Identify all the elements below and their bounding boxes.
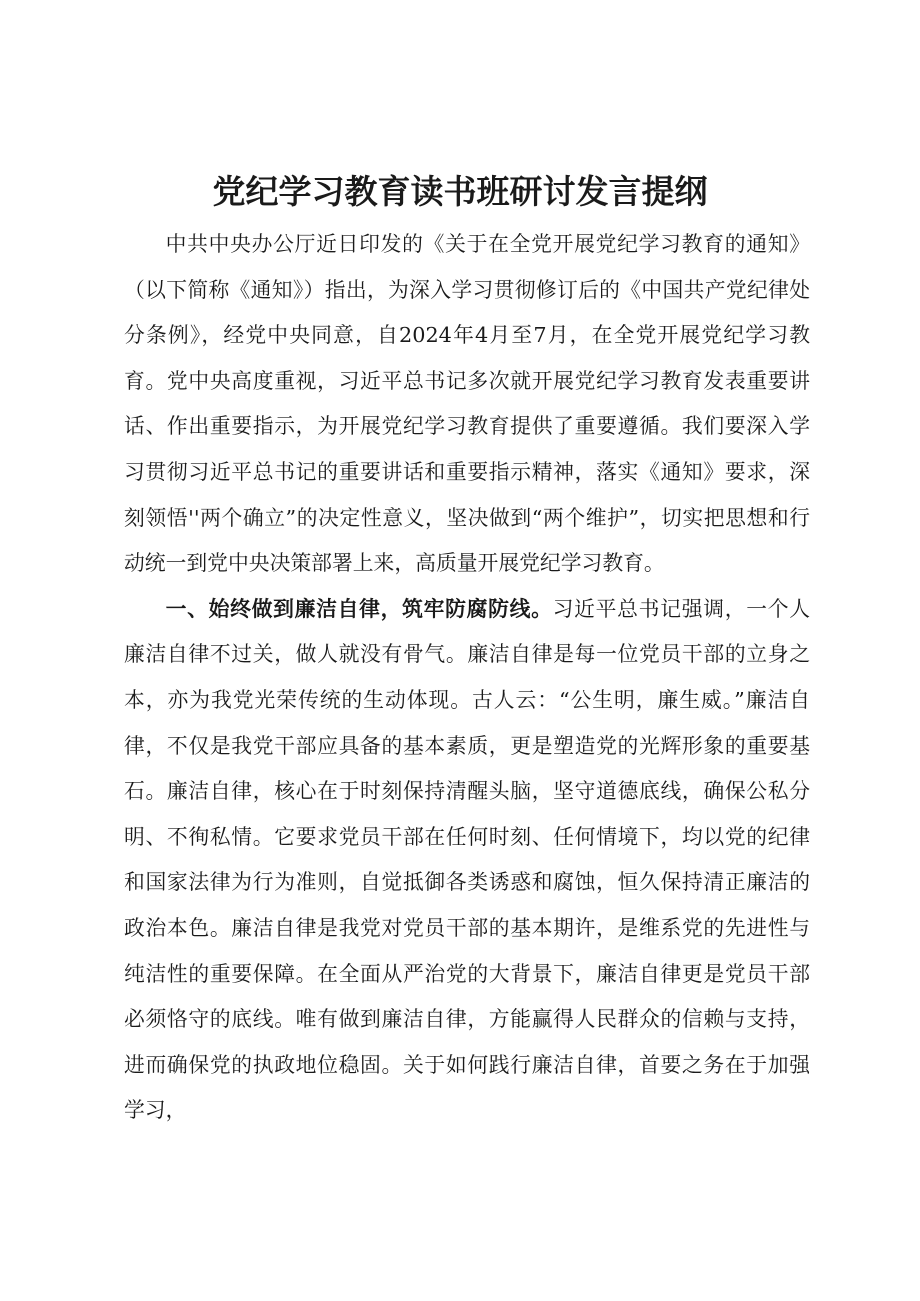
section-1-heading: 一、始终做到廉洁自律，筑牢防腐防线。 (165, 596, 553, 621)
paragraph-intro-text: 中共中央办公厅近日印发的《关于在全党开展党纪学习教育的通知》（以下简称《通知》）指出，为深入学习贯彻修订后的《中国共产党纪律处分条例》，经党中央同意，自2024年4月至7月，在全党开展党纪学习教育。党中央高度重视，习近平总书记多次就开展党纪学习教育发表重要讲话、作出重要指示，为开展党纪学习教育提供了重要遵循。我们要深入学习贯彻习近平总书记的重要讲话和重要指示精神，落实《通知》要求，深刻领悟''两个确立”的决定性意义，坚决做到“两个维护”，切实把思想和行动统一到党中央决策部署上来，高质量开展党纪学习教育。 (124, 232, 810, 576)
paragraph-section-1 (124, 587, 810, 1134)
document-title: 党纪学习教育读书班研讨发言提纲 (212, 172, 708, 211)
document-body (124, 222, 810, 1134)
paragraph-intro (124, 222, 810, 587)
section-1-text: 习近平总书记强调，一个人廉洁自律不过关，做人就没有骨气。廉洁自律是每一位党员干部的立身之本，亦为我党光荣传统的生动体现。古人云：“公生明，廉生威。”廉洁自律，不仅是我党干部应具备的基本素质，更是塑造党的光辉形象的重要基石。廉洁自律，核心在于时刻保持清醒头脑，坚守道德底线，确保公私分明、不徇私情。它要求党员干部在任何时刻、任何情境下，均以党的纪律和国家法律为行为准则，自觉抵御各类诱惑和腐蚀，恒久保持清正廉洁的政治本色。廉洁自律是我党对党员干部的基本期许，是维系党的先进性与纯洁性的重要保障。在全面从严治党的大背景下，廉洁自律更是党员干部必须恪守的底线。唯有做到廉洁自律，方能赢得人民群众的信赖与支持，进而确保党的执政地位稳固。关于如何践行廉洁自律，首要之务在于加强学习， (124, 596, 811, 1123)
